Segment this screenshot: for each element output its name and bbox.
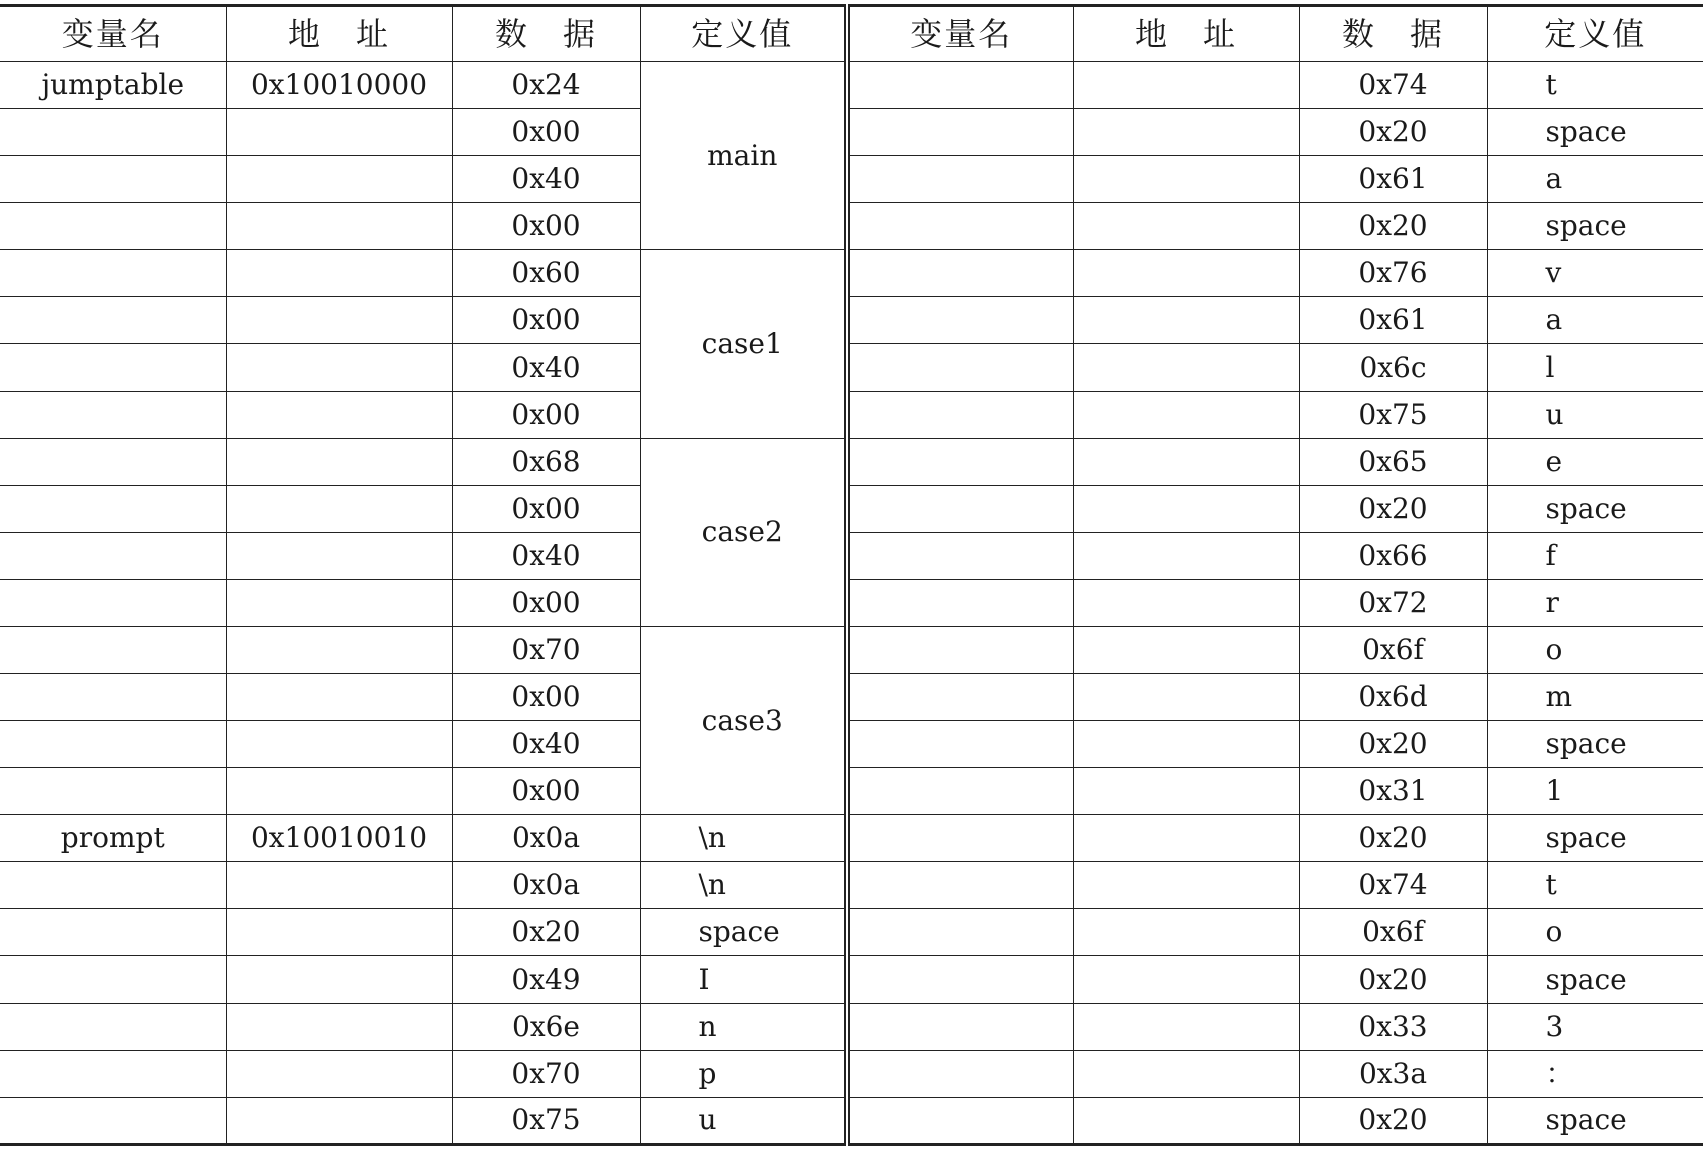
cell-address-right [1073,862,1299,909]
cell-def-value-right: e [1487,438,1703,485]
cell-address-left [226,768,452,815]
cell-var-name-left [0,1097,226,1144]
cell-data-left: 0x70 [452,626,640,673]
cell-address-right [1073,674,1299,721]
cell-var-name-right [847,815,1073,862]
cell-def-value-right: space [1487,815,1703,862]
cell-var-name-right [847,485,1073,532]
cell-def-value-right: ： [1487,1050,1703,1097]
cell-address-right [1073,721,1299,768]
cell-data-right: 0x31 [1299,768,1487,815]
cell-address-left [226,203,452,250]
cell-data-right: 0x20 [1299,203,1487,250]
cell-data-left: 0x20 [452,909,640,956]
cell-var-name-left [0,156,226,203]
cell-address-right [1073,1003,1299,1050]
cell-data-right: 0x20 [1299,815,1487,862]
table-row [0,674,1703,721]
cell-def-value-right: space [1487,109,1703,156]
cell-def-value-left: p [640,1050,847,1097]
cell-var-name-left [0,1003,226,1050]
cell-data-right: 0x61 [1299,156,1487,203]
cell-def-value-right: r [1487,579,1703,626]
cell-address-right [1073,485,1299,532]
cell-data-left: 0x00 [452,768,640,815]
cell-def-value-right: space [1487,485,1703,532]
cell-data-left: 0x00 [452,297,640,344]
cell-data-left: 0x49 [452,956,640,1003]
header-data-left: 数 据 [452,6,640,62]
cell-var-name-left [0,203,226,250]
cell-data-right: 0x75 [1299,391,1487,438]
cell-var-name-left [0,674,226,721]
cell-var-name-right [847,956,1073,1003]
cell-data-right: 0x6c [1299,344,1487,391]
cell-address-left [226,109,452,156]
cell-def-value-left: \n [640,815,847,862]
cell-address-right [1073,391,1299,438]
cell-data-right: 0x72 [1299,579,1487,626]
cell-data-right: 0x76 [1299,250,1487,297]
cell-var-name-right [847,721,1073,768]
cell-data-right: 0x74 [1299,862,1487,909]
cell-def-value-right: u [1487,391,1703,438]
cell-var-name-left [0,626,226,673]
cell-address-right [1073,297,1299,344]
cell-address-right [1073,156,1299,203]
cell-address-right [1073,438,1299,485]
table-row [0,203,1703,250]
cell-var-name-right [847,1003,1073,1050]
cell-data-left: 0x60 [452,250,640,297]
cell-data-left: 0x40 [452,721,640,768]
cell-data-right: 0x61 [1299,297,1487,344]
cell-def-value-merged: main [640,62,847,250]
cell-var-name-left [0,909,226,956]
cell-data-left: 0x00 [452,109,640,156]
cell-data-left: 0x40 [452,156,640,203]
cell-data-left: 0x00 [452,391,640,438]
cell-address-right [1073,909,1299,956]
header-var-name-left: 变量名 [0,6,226,62]
cell-address-left [226,344,452,391]
cell-address-left [226,674,452,721]
cell-data-right: 0x20 [1299,721,1487,768]
cell-data-right: 0x6f [1299,626,1487,673]
cell-address-left [226,579,452,626]
table-row [0,250,1703,297]
cell-def-value-right: l [1487,344,1703,391]
cell-data-left: 0x24 [452,62,640,109]
cell-var-name-left [0,1050,226,1097]
cell-data-left: 0x40 [452,532,640,579]
cell-address-right [1073,956,1299,1003]
cell-address-right [1073,768,1299,815]
cell-data-right: 0x66 [1299,532,1487,579]
cell-address-left [226,391,452,438]
cell-def-value-left: I [640,956,847,1003]
cell-def-value-right: v [1487,250,1703,297]
cell-var-name-right [847,62,1073,109]
cell-data-left: 0x70 [452,1050,640,1097]
cell-var-name-right [847,109,1073,156]
cell-data-left: 0x75 [452,1097,640,1144]
header-var-name-right: 变量名 [847,6,1073,62]
cell-address-left [226,532,452,579]
cell-address-left: 0x10010010 [226,815,452,862]
cell-address-right [1073,1050,1299,1097]
cell-var-name-left [0,391,226,438]
cell-address-left [226,721,452,768]
cell-var-name-left: prompt [0,815,226,862]
cell-address-right [1073,109,1299,156]
cell-var-name-left [0,768,226,815]
table-row [0,768,1703,815]
cell-data-left: 0x00 [452,203,640,250]
cell-var-name-right [847,909,1073,956]
cell-data-right: 0x20 [1299,956,1487,1003]
cell-var-name-right [847,297,1073,344]
header-def-value-right: 定义值 [1487,6,1703,62]
cell-address-right [1073,626,1299,673]
cell-address-left [226,626,452,673]
table-row [0,1050,1703,1097]
cell-data-right: 0x6f [1299,909,1487,956]
cell-def-value-right: 3 [1487,1003,1703,1050]
cell-address-right [1073,532,1299,579]
cell-address-left [226,297,452,344]
cell-var-name-left [0,297,226,344]
cell-var-name-left [0,344,226,391]
table-row [0,1003,1703,1050]
cell-def-value-right: o [1487,626,1703,673]
cell-address-right [1073,62,1299,109]
cell-address-left [226,862,452,909]
table-row [0,532,1703,579]
cell-var-name-left [0,956,226,1003]
table-row [0,862,1703,909]
cell-def-value-right: m [1487,674,1703,721]
table-body [0,62,1703,1145]
cell-data-right: 0x3a [1299,1050,1487,1097]
cell-var-name-left [0,579,226,626]
memory-layout-table [0,4,1703,1146]
table-row [0,297,1703,344]
cell-def-value-right: space [1487,203,1703,250]
cell-var-name-left [0,485,226,532]
cell-data-left: 0x0a [452,815,640,862]
cell-var-name-right [847,1050,1073,1097]
cell-def-value-right: t [1487,862,1703,909]
cell-def-value-right: a [1487,156,1703,203]
cell-def-value-left: \n [640,862,847,909]
table-row [0,721,1703,768]
cell-var-name-left [0,438,226,485]
cell-address-left [226,485,452,532]
cell-address-left [226,1050,452,1097]
cell-address-right [1073,579,1299,626]
cell-def-value-right: o [1487,909,1703,956]
cell-var-name-right [847,344,1073,391]
cell-address-right [1073,203,1299,250]
table-row [0,391,1703,438]
cell-data-left: 0x00 [452,579,640,626]
cell-address-left [226,956,452,1003]
cell-var-name-right [847,579,1073,626]
cell-var-name-right [847,438,1073,485]
cell-var-name-right [847,203,1073,250]
header-data-right: 数 据 [1299,6,1487,62]
cell-data-right: 0x6d [1299,674,1487,721]
table-row [0,956,1703,1003]
cell-var-name-right [847,391,1073,438]
cell-data-left: 0x00 [452,485,640,532]
table-row [0,1097,1703,1144]
cell-def-value-merged: case2 [640,438,847,626]
cell-address-left: 0x10010000 [226,62,452,109]
cell-address-right [1073,815,1299,862]
table-row [0,156,1703,203]
table-row [0,438,1703,485]
cell-def-value-merged: case3 [640,626,847,814]
cell-data-right: 0x33 [1299,1003,1487,1050]
cell-data-right: 0x74 [1299,62,1487,109]
cell-var-name-right [847,626,1073,673]
cell-def-value-right: space [1487,721,1703,768]
cell-data-right: 0x20 [1299,109,1487,156]
cell-data-left: 0x0a [452,862,640,909]
header-def-value-left: 定义值 [640,6,847,62]
table-row [0,62,1703,109]
cell-var-name-right [847,1097,1073,1144]
cell-address-left [226,1097,452,1144]
table-row [0,109,1703,156]
cell-address-right [1073,1097,1299,1144]
cell-def-value-left: u [640,1097,847,1144]
cell-def-value-right: space [1487,1097,1703,1144]
cell-address-left [226,1003,452,1050]
cell-def-value-right: t [1487,62,1703,109]
cell-def-value-right: 1 [1487,768,1703,815]
cell-address-left [226,438,452,485]
header-address-right: 地 址 [1073,6,1299,62]
cell-var-name-right [847,768,1073,815]
cell-data-left: 0x68 [452,438,640,485]
cell-data-left: 0x00 [452,674,640,721]
cell-def-value-left: n [640,1003,847,1050]
cell-var-name-left [0,532,226,579]
table-row [0,815,1703,862]
cell-data-right: 0x20 [1299,485,1487,532]
cell-var-name-right [847,250,1073,297]
cell-def-value-left: space [640,909,847,956]
cell-address-right [1073,250,1299,297]
table-row [0,579,1703,626]
cell-var-name-right [847,532,1073,579]
cell-var-name-left [0,109,226,156]
cell-def-value-merged: case1 [640,250,847,438]
cell-address-left [226,250,452,297]
header-address-left: 地 址 [226,6,452,62]
table-row [0,909,1703,956]
cell-address-left [226,156,452,203]
header-row [0,6,1703,62]
cell-data-right: 0x65 [1299,438,1487,485]
table-row [0,485,1703,532]
cell-def-value-right: a [1487,297,1703,344]
cell-address-right [1073,344,1299,391]
cell-def-value-right: space [1487,956,1703,1003]
table-row [0,626,1703,673]
cell-var-name-right [847,674,1073,721]
cell-var-name-left: jumptable [0,62,226,109]
cell-var-name-left [0,250,226,297]
cell-var-name-right [847,862,1073,909]
cell-data-left: 0x40 [452,344,640,391]
cell-def-value-right: f [1487,532,1703,579]
cell-var-name-right [847,156,1073,203]
cell-data-left: 0x6e [452,1003,640,1050]
table-row [0,344,1703,391]
cell-var-name-left [0,862,226,909]
cell-data-right: 0x20 [1299,1097,1487,1144]
cell-address-left [226,909,452,956]
cell-var-name-left [0,721,226,768]
